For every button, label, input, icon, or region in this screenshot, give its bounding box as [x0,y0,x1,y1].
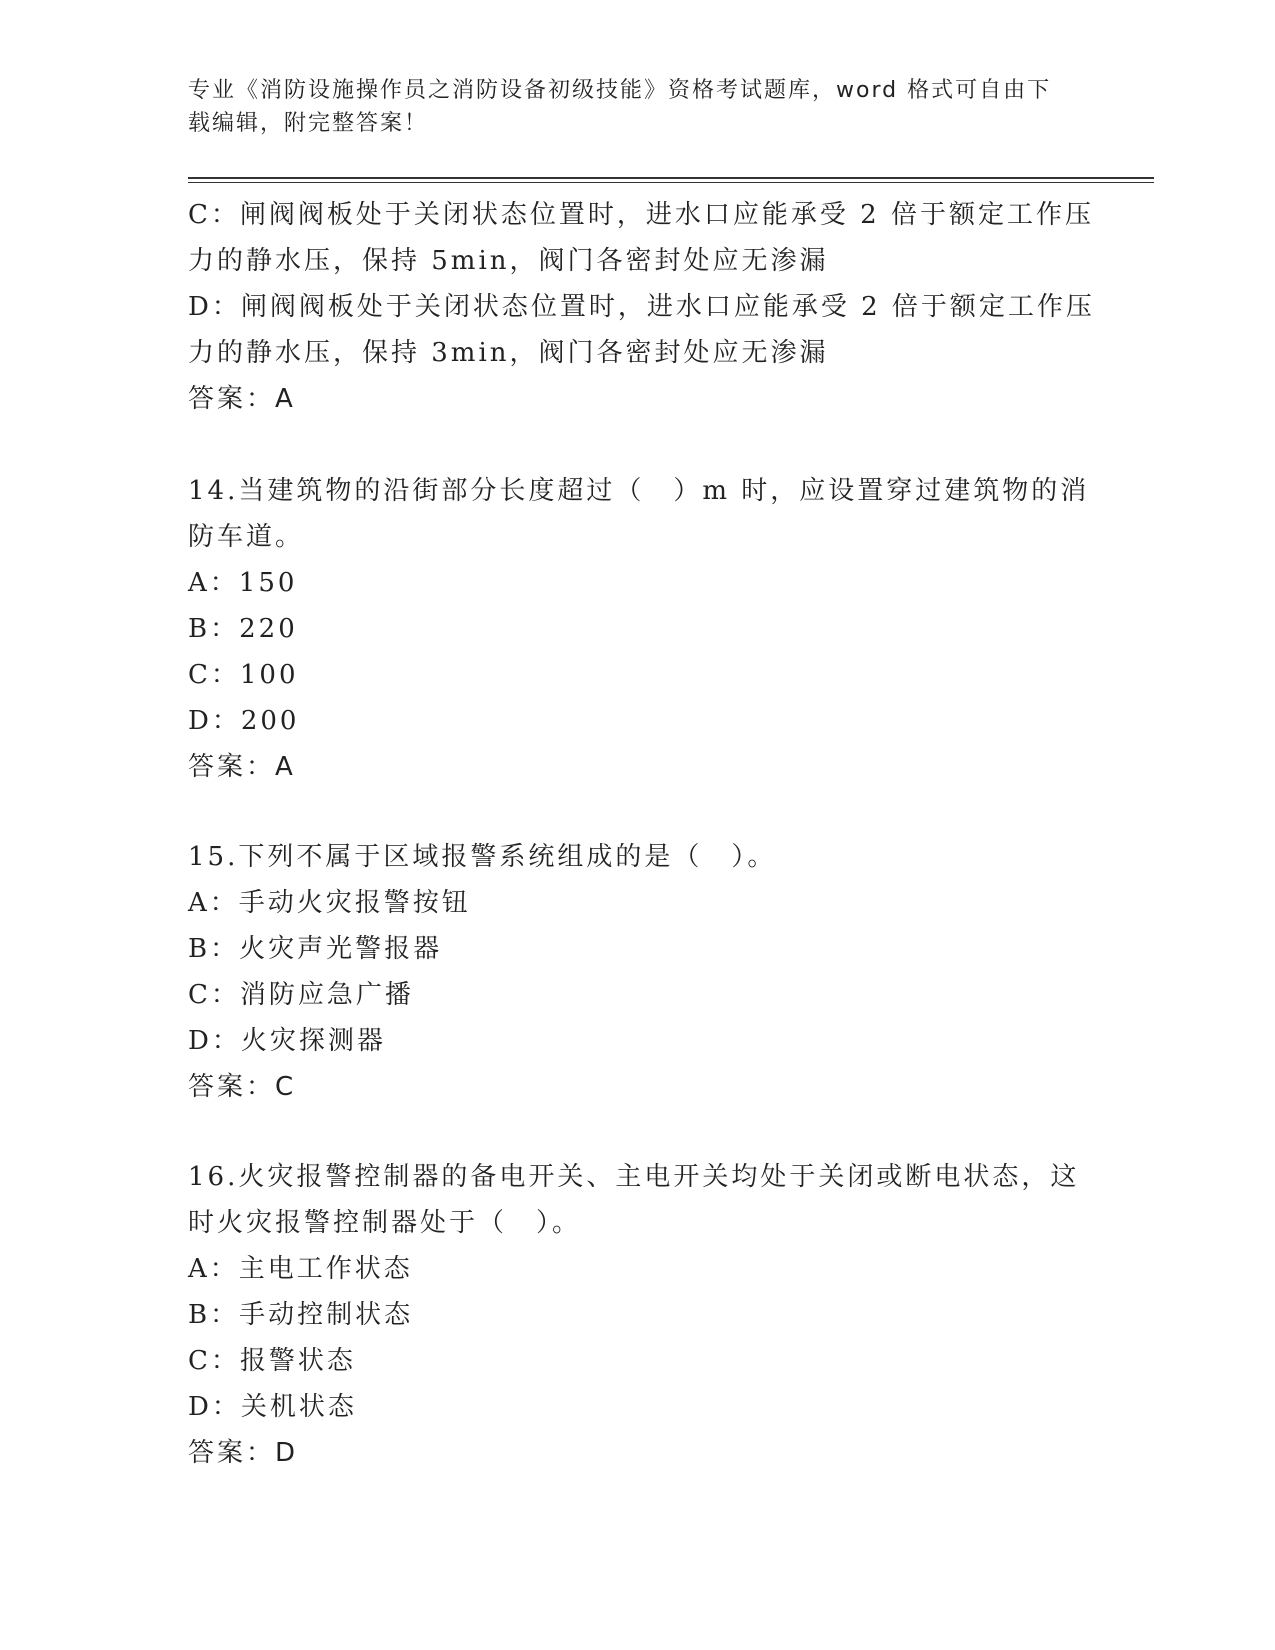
option-a: A：主电工作状态 [188,1254,413,1284]
question-stem: 15.下列不属于区域报警系统组成的是（ ）。 [188,842,777,872]
document-header [188,74,1068,140]
option-d-line: 力的静水压，保持 3min，阀门各密封处应无渗漏 [188,338,829,368]
question-14 [188,468,1088,790]
option-b: B：220 [188,614,298,644]
answer-line: 答案：C [188,1072,297,1102]
question-13-continuation [188,192,1095,422]
option-b: B：手动控制状态 [188,1300,414,1330]
answer-line: 答案：D [188,1438,299,1468]
header-divider-thin [188,182,1154,183]
question-16 [188,1154,1088,1476]
answer-line: 答案：A [188,384,296,414]
spacer [188,790,1088,834]
option-a: A：手动火灾报警按钮 [188,888,471,918]
answer-line: 答案：A [188,752,296,782]
option-d-line: D：闸阀阀板处于关闭状态位置时，进水口应能承受 2 倍于额定工作压 [188,292,1095,322]
header-line-1: 专业《消防设施操作员之消防设备初级技能》资格考试题库，word 格式可自由下 [188,78,1052,103]
header-line-2: 载编辑，附完整答案！ [188,111,429,136]
question-stem: 防车道。 [188,522,305,552]
option-c: C：报警状态 [188,1346,356,1376]
option-c: C：100 [188,660,299,690]
option-d: D：火灾探测器 [188,1026,386,1056]
option-c-line: C：闸阀阀板处于关闭状态位置时，进水口应能承受 2 倍于额定工作压 [188,200,1094,230]
question-stem: 14.当建筑物的沿街部分长度超过（ ）m 时，应设置穿过建筑物的消 [188,476,1090,506]
header-divider-thick [188,177,1154,179]
option-a: A：150 [188,568,298,598]
option-c-line: 力的静水压，保持 5min，阀门各密封处应无渗漏 [188,246,829,276]
option-d: D：200 [188,706,300,736]
option-b: B：火灾声光警报器 [188,934,443,964]
spacer [188,422,1088,468]
question-stem: 时火灾报警控制器处于（ ）。 [188,1208,582,1238]
question-15 [188,834,1088,1110]
option-c: C：消防应急广播 [188,980,414,1010]
question-content [188,192,1095,1476]
option-d: D：关机状态 [188,1392,357,1422]
spacer [188,1110,1088,1154]
question-stem: 16.火灾报警控制器的备电开关、主电开关均处于关闭或断电状态，这 [188,1162,1080,1192]
